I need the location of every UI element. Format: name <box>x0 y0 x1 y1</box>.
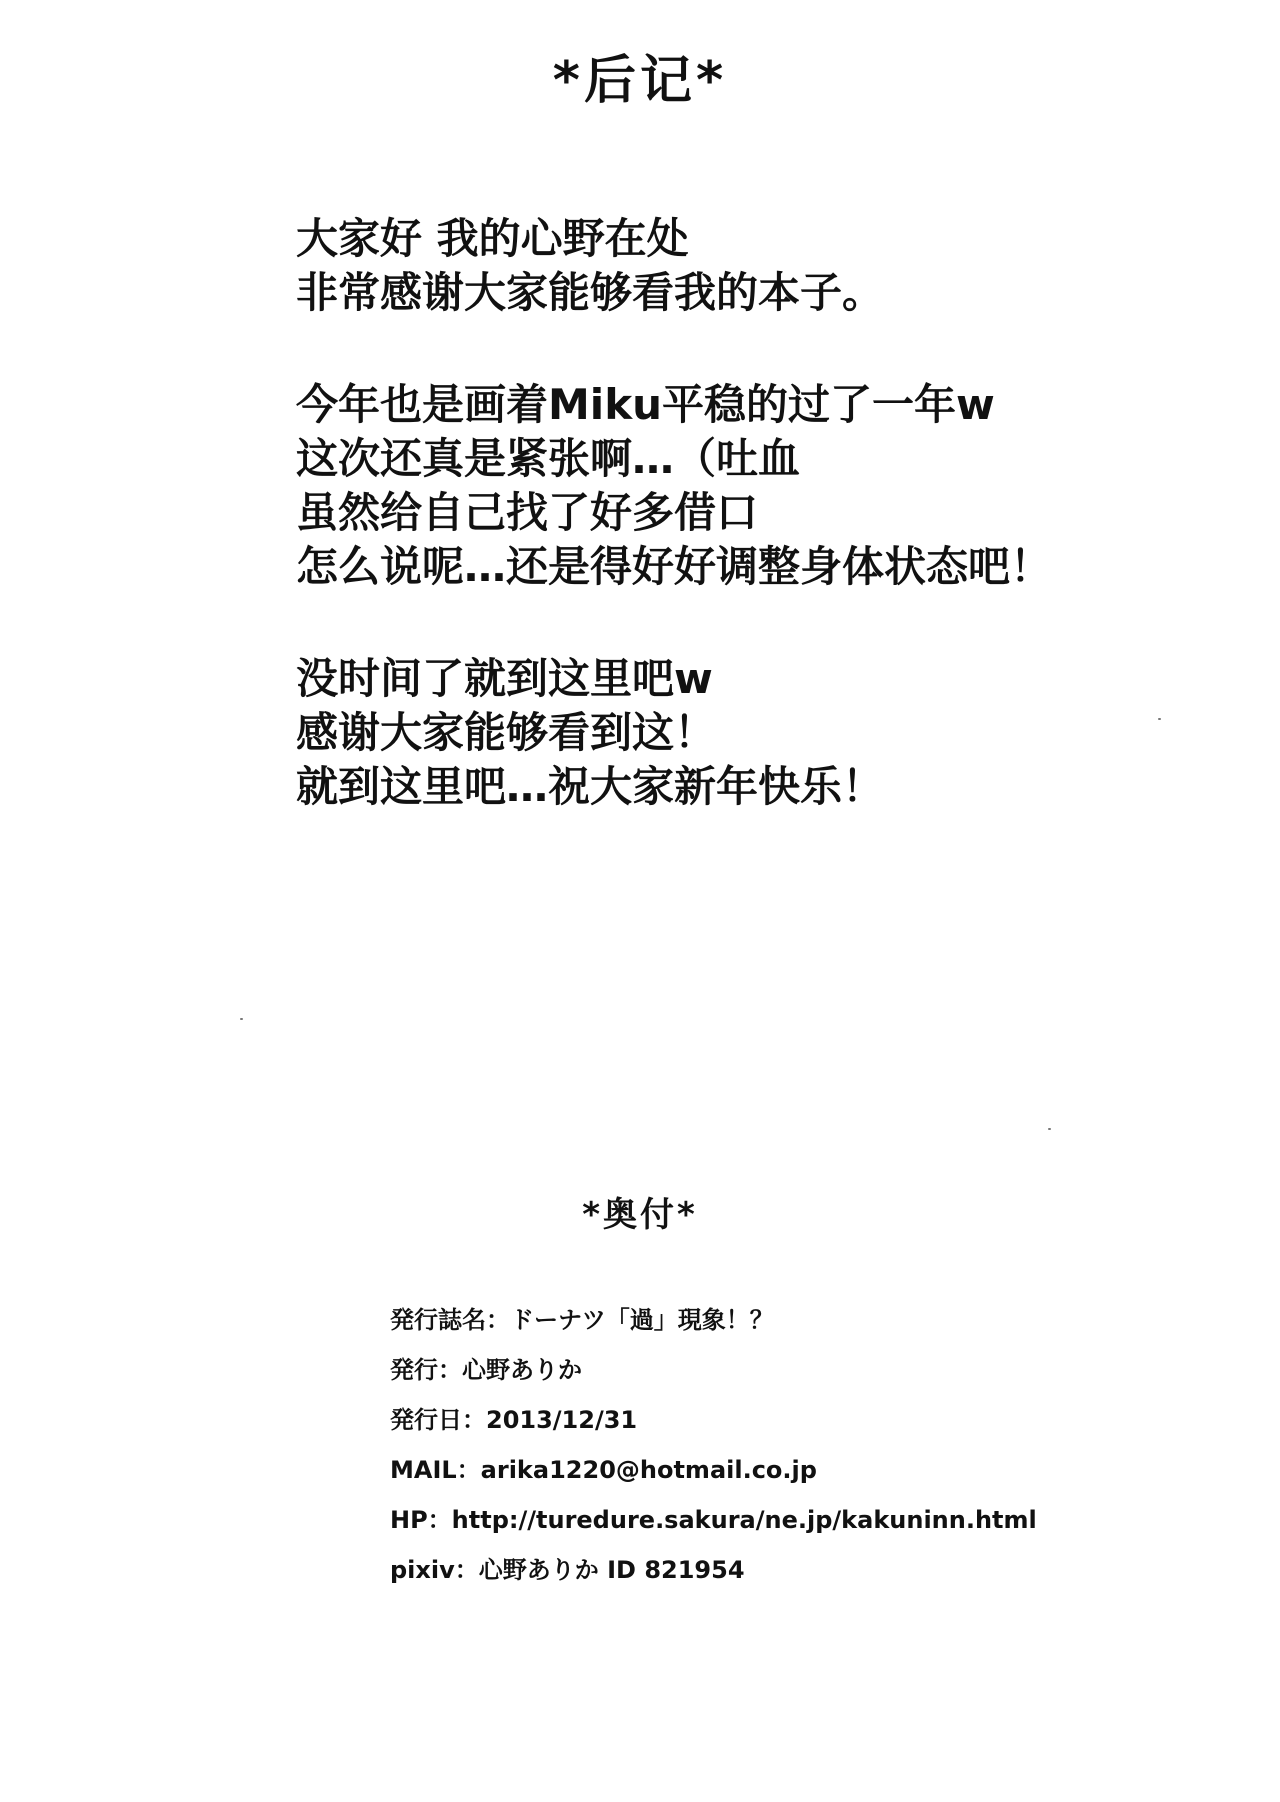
afterword-body <box>296 212 1196 872</box>
colophon-pixiv: pixiv：心野ありか ID 821954 <box>390 1556 745 1584</box>
afterword-paragraph-3 <box>296 652 1196 814</box>
afterword-line: 没时间了就到这里吧w <box>296 654 713 703</box>
afterword-paragraph-2 <box>296 378 1196 594</box>
afterword-line: 虽然给自己找了好多借口 <box>296 488 759 537</box>
colophon-title: *奥付* <box>582 1195 698 1235</box>
colophon-publisher: 発行：心野ありか <box>390 1356 582 1384</box>
afterword-line: 感谢大家能够看到这！ <box>296 708 717 757</box>
scan-speck <box>240 1018 243 1020</box>
colophon-publish-date: 発行日：2013/12/31 <box>390 1406 638 1434</box>
colophon-mail: MAIL：arika1220@hotmail.co.jp <box>390 1456 817 1484</box>
scan-speck <box>1158 718 1161 720</box>
colophon-homepage: HP：http://turedure.sakura/ne.jp/kakuninn.html <box>390 1506 1037 1534</box>
afterword-line: 怎么说呢…还是得好好调整身体状态吧！ <box>296 542 1053 591</box>
scan-speck <box>1048 1128 1051 1130</box>
colophon-info <box>390 1306 1250 1606</box>
afterword-title: *后记* <box>552 51 728 111</box>
afterword-line: 这次还真是紧张啊…（吐血 <box>296 434 801 483</box>
afterword-line: 非常感谢大家能够看我的本子。 <box>296 268 885 317</box>
afterword-line: 今年也是画着Miku平稳的过了一年w <box>296 380 995 429</box>
afterword-paragraph-1 <box>296 212 1196 320</box>
colophon-publication-name: 発行誌名：ドーナツ「過」現象！？ <box>390 1306 774 1334</box>
afterword-line: 就到这里吧…祝大家新年快乐！ <box>296 762 885 811</box>
afterword-line: 大家好 我的心野在处 <box>296 214 689 263</box>
